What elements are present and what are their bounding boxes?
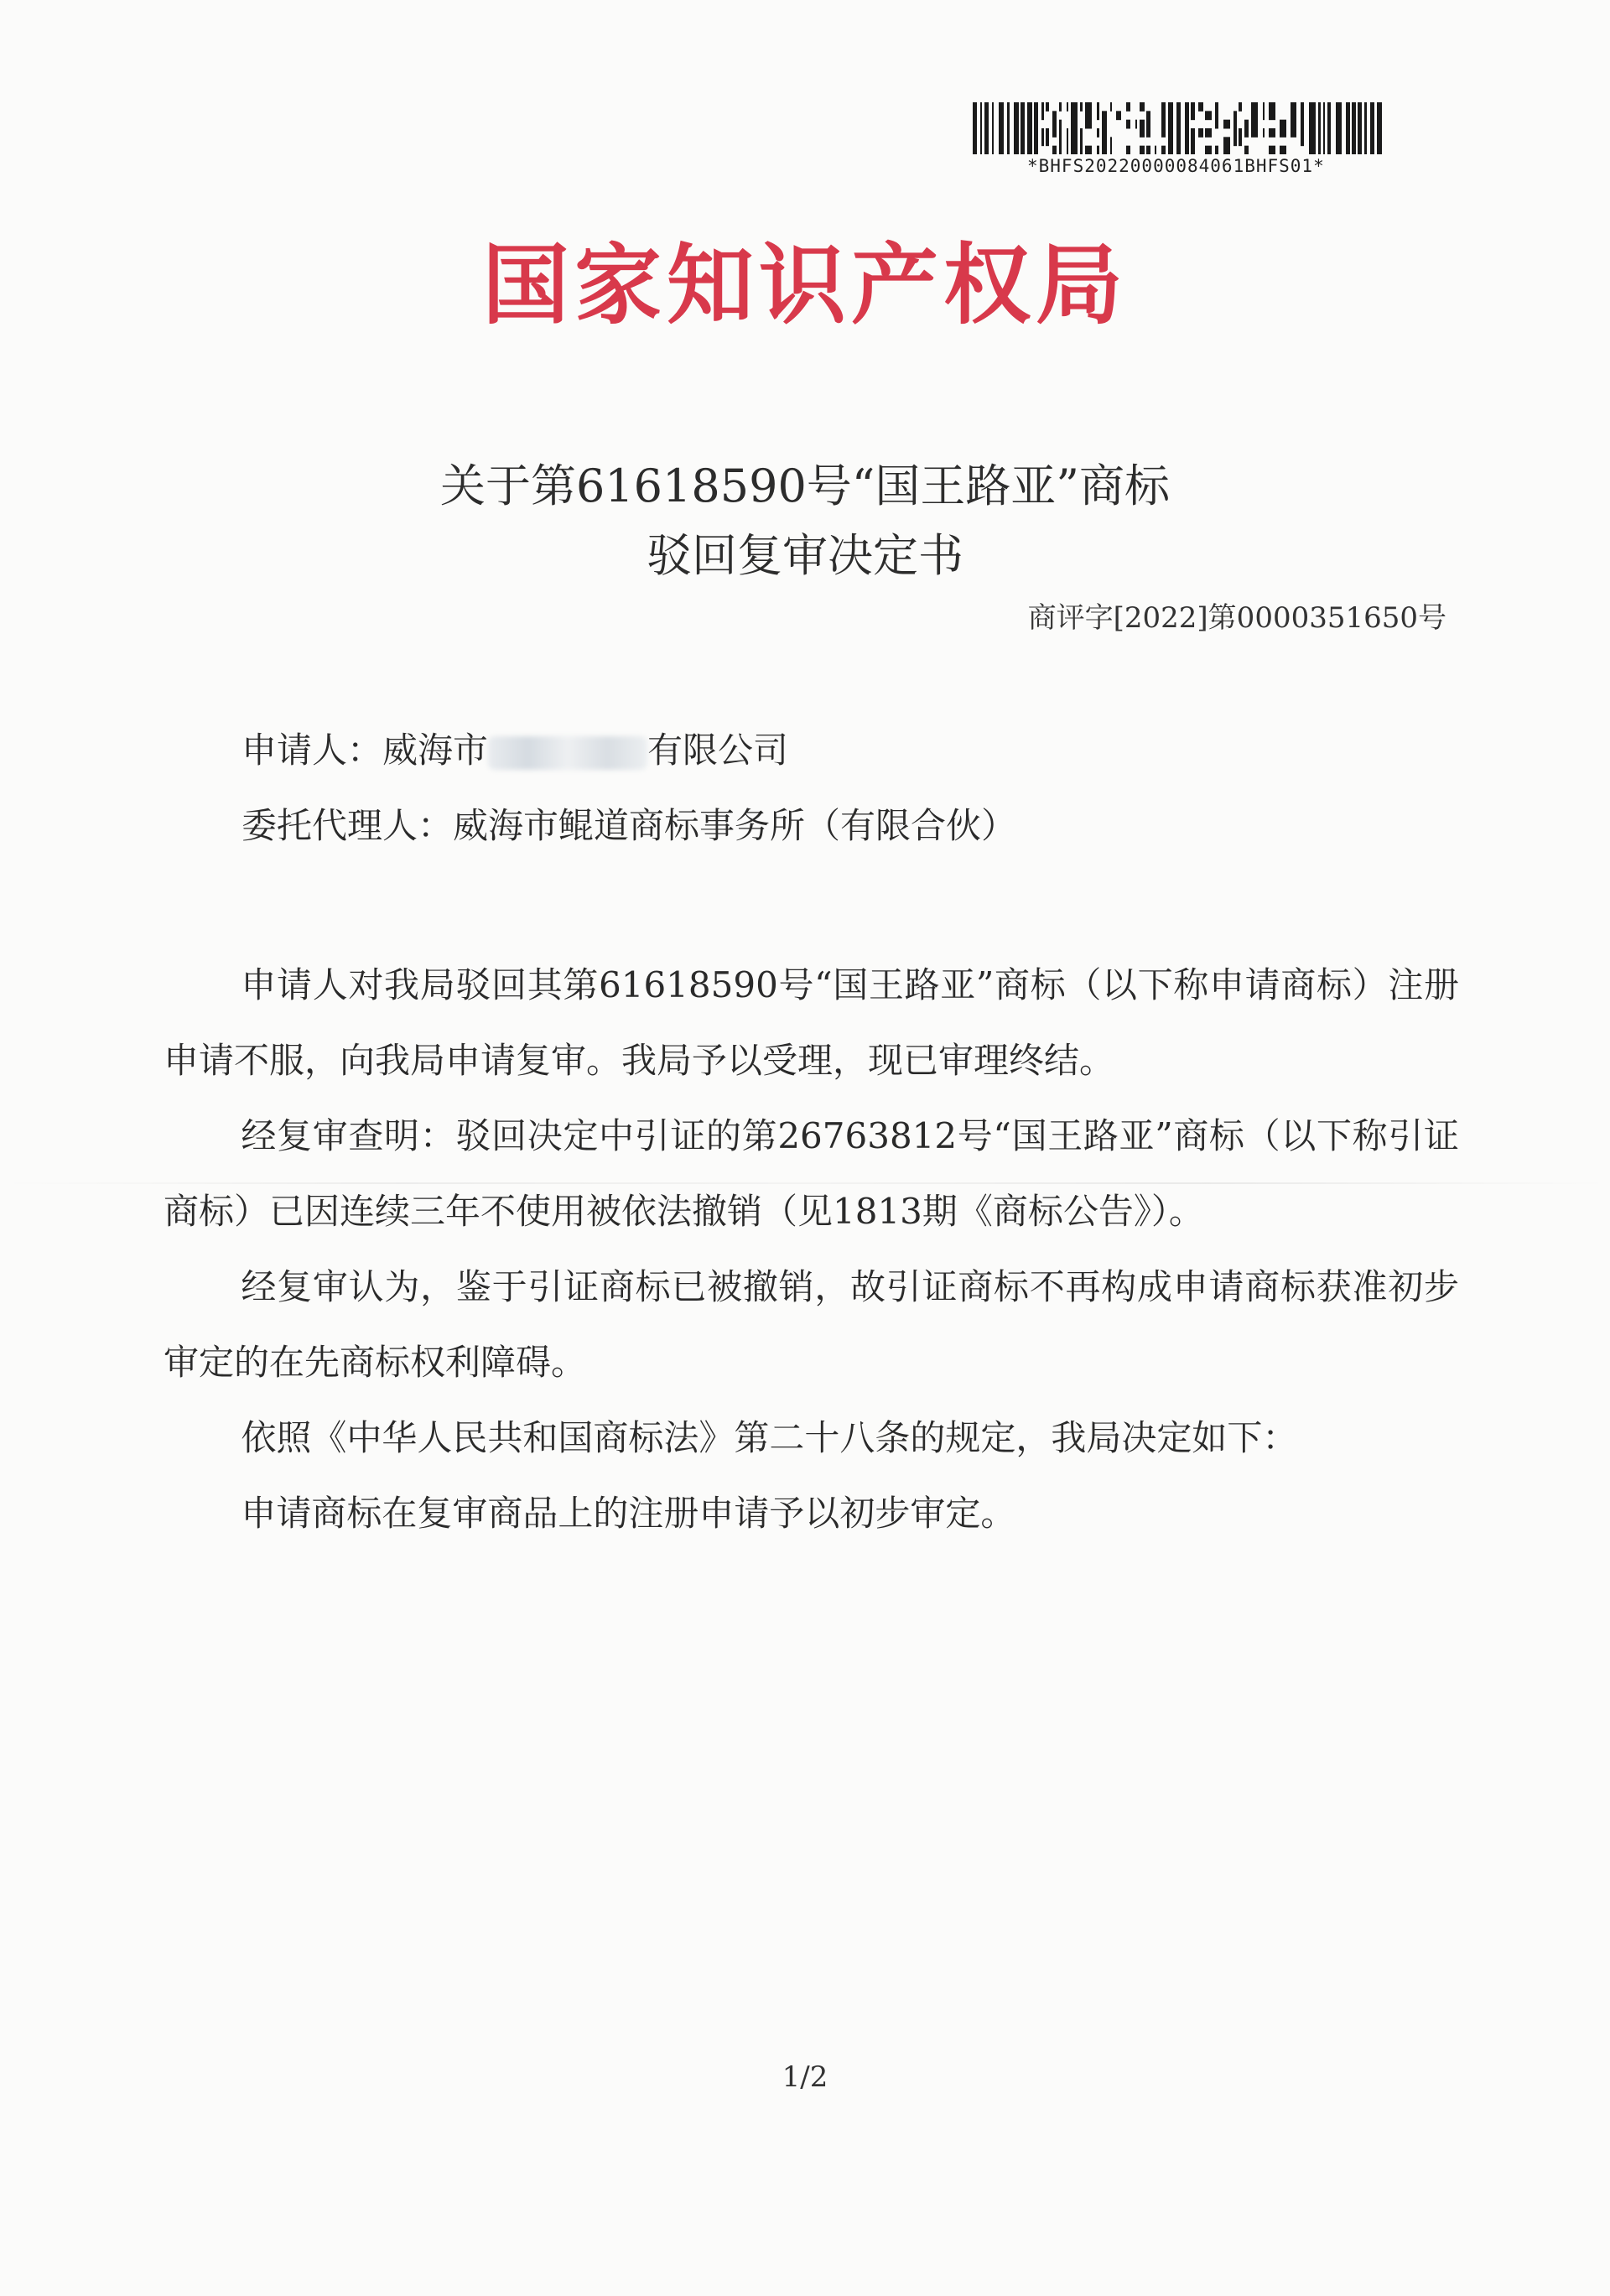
body-paragraph-3: 经复审认为，鉴于引证商标已被撤销，故引证商标不再构成申请商标获准初步审定的在先商标权利障碍。 [164, 1266, 1459, 1383]
applicant-label: 申请人： [242, 730, 383, 771]
decision-body [164, 948, 1459, 1551]
body-paragraph-1: 申请人对我局驳回其第61618590号“国王路亚”商标（以下称申请商标）注册申请不服，向我局申请复审。我局予以受理，现已审理终结。 [164, 964, 1459, 1081]
body-paragraph-4: 依照《中华人民共和国商标法》第二十八条的规定，我局决定如下： [241, 1417, 1298, 1458]
body-paragraph-5: 申请商标在复审商品上的注册申请予以初步审定。 [241, 1493, 1016, 1534]
agent-name: 威海市鲲道商标事务所（有限合伙） [453, 805, 1017, 846]
agency-name: 国家知识产权局 [481, 234, 1128, 336]
document-number: 商评字[2022]第0000351650号 [1027, 601, 1446, 635]
agent-line [242, 801, 1016, 851]
body-paragraph-2: 经复审查明：驳回决定中引证的第26763812号“国王路亚”商标（以下称引证商标）已因连续三年不使用被依法撤销（见1813期《商标公告》）。 [164, 1115, 1459, 1232]
redacted-name [488, 736, 647, 770]
applicant-line [242, 725, 788, 776]
barcode-graphic [973, 102, 1385, 154]
paper-fold-line [0, 1182, 1610, 1184]
decision-title-line1: 关于第61618590号“国王路亚”商标 [439, 460, 1171, 512]
applicant-suffix: 有限公司 [647, 730, 789, 771]
decision-title-line2: 驳回复审决定书 [647, 529, 963, 582]
barcode-number: *BHFS20220000084061BHFS01* [1027, 156, 1325, 176]
applicant-prefix: 威海市 [382, 730, 489, 771]
agent-label: 委托代理人： [242, 805, 454, 846]
page-number: 1/2 [782, 2060, 828, 2094]
